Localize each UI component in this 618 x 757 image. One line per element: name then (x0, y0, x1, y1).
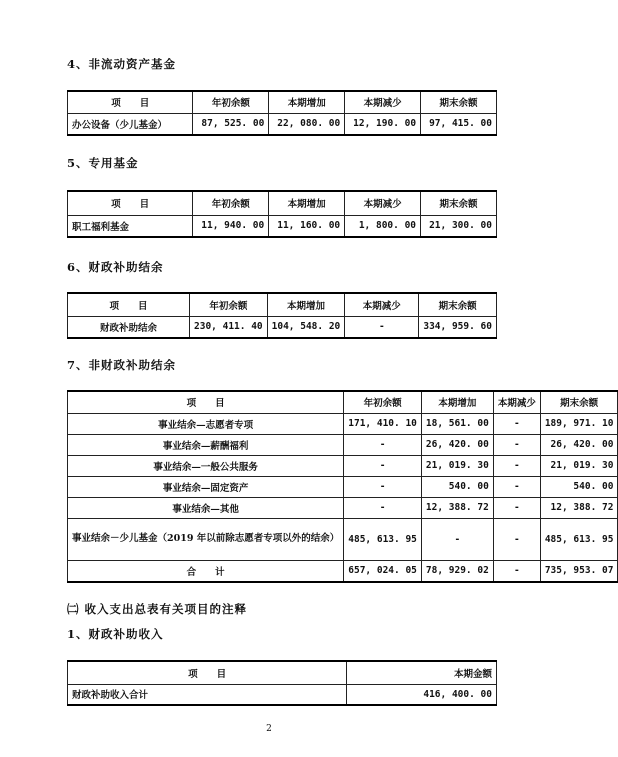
row-label: 事业结余—一般公共服务 (68, 455, 344, 476)
cell-value: 26, 420. 00 (421, 434, 493, 455)
row-label: 事业结余—固定资产 (68, 476, 344, 497)
table-row (68, 455, 618, 476)
table-non-current-asset-fund (67, 90, 497, 136)
cell-value: - (344, 476, 422, 497)
col-header: 年初余额 (193, 191, 269, 215)
cell-value: 12, 388. 72 (540, 497, 618, 518)
cell-value: 485, 613. 95 (540, 518, 618, 560)
cell-value: 11, 160. 00 (269, 215, 345, 237)
col-header: 本期金额 (347, 661, 497, 684)
col-header: 项 目 (68, 391, 344, 413)
table-row (68, 476, 618, 497)
table-fiscal-subsidy-surplus (67, 292, 497, 339)
col-header: 年初余额 (190, 293, 268, 316)
section-4-title: 4、非流动资产基金 (67, 57, 177, 71)
cell-value: 12, 190. 00 (345, 113, 421, 135)
col-header: 项 目 (68, 91, 193, 113)
cell-value: 230, 411. 40 (190, 316, 268, 338)
cell-value: 657, 024. 05 (344, 560, 422, 582)
cell-value: 97, 415. 00 (421, 113, 497, 135)
col-header: 本期增加 (269, 191, 345, 215)
col-header: 本期增加 (269, 91, 345, 113)
col-header: 期末余额 (419, 293, 497, 316)
table-row (68, 434, 618, 455)
col-header: 本期减少 (345, 91, 421, 113)
cell-value: 540. 00 (421, 476, 493, 497)
cell-value: - (344, 455, 422, 476)
col-header: 年初余额 (193, 91, 269, 113)
col-header: 本期增加 (267, 293, 345, 316)
cell-value: 540. 00 (540, 476, 618, 497)
row-label: 办公设备（少儿基金） (68, 113, 193, 135)
cell-value: 189, 971. 10 (540, 413, 618, 434)
cell-value: 334, 959. 60 (419, 316, 497, 338)
page-number: 2 (266, 724, 272, 734)
col-header: 年初余额 (344, 391, 422, 413)
cell-value: - (493, 413, 540, 434)
col-header: 项 目 (68, 661, 347, 684)
row-label: 合 计 (68, 560, 344, 582)
cell-value: 22, 080. 00 (269, 113, 345, 135)
col-header: 期末余额 (421, 191, 497, 215)
cell-value: 11, 940. 00 (193, 215, 269, 237)
table-non-fiscal-subsidy-surplus (67, 390, 618, 583)
cell-value: - (421, 518, 493, 560)
table-row (68, 215, 497, 237)
row-label: 事业结余—其他 (68, 497, 344, 518)
col-header: 本期增加 (421, 391, 493, 413)
cell-value: 104, 548. 20 (267, 316, 345, 338)
section-7-title: 7、非财政补助结余 (67, 358, 177, 372)
cell-value: 87, 525. 00 (193, 113, 269, 135)
cell-value: - (344, 434, 422, 455)
cell-value: 12, 388. 72 (421, 497, 493, 518)
cell-value: 78, 929. 02 (421, 560, 493, 582)
col-header: 项 目 (68, 191, 193, 215)
table-row (68, 497, 618, 518)
cell-value: 21, 300. 00 (421, 215, 497, 237)
row-label: 事业结余—薪酬福利 (68, 434, 344, 455)
row-label: 事业结余－少儿基金（2019 年以前除志愿者专项以外的结余） (68, 518, 344, 560)
cell-value: 1, 800. 00 (345, 215, 421, 237)
cell-value: 485, 613. 95 (344, 518, 422, 560)
cell-value: 21, 019. 30 (540, 455, 618, 476)
cell-value: - (493, 476, 540, 497)
col-header: 本期减少 (345, 293, 419, 316)
cell-value: - (493, 560, 540, 582)
table-row (68, 113, 497, 135)
col-header: 本期减少 (493, 391, 540, 413)
table-row-total (68, 560, 618, 582)
cell-value: - (493, 434, 540, 455)
cell-value: 416, 400. 00 (347, 684, 497, 705)
row-label: 事业结余—志愿者专项 (68, 413, 344, 434)
col-header: 期末余额 (421, 91, 497, 113)
col-header: 本期减少 (345, 191, 421, 215)
section-5-title: 5、专用基金 (67, 156, 139, 170)
table-row (68, 684, 497, 705)
cell-value: - (493, 518, 540, 560)
table-row (68, 413, 618, 434)
cell-value: 171, 410. 10 (344, 413, 422, 434)
col-header: 项 目 (68, 293, 190, 316)
cell-value: 735, 953. 07 (540, 560, 618, 582)
col-header: 期末余额 (540, 391, 618, 413)
cell-value: - (344, 497, 422, 518)
notes-subtitle: 1、财政补助收入 (67, 627, 164, 641)
cell-value: - (493, 497, 540, 518)
table-row (68, 518, 618, 560)
row-label: 财政补助收入合计 (68, 684, 347, 705)
notes-title: ㈡ 收入支出总表有关项目的注释 (67, 602, 248, 616)
table-row (68, 316, 497, 338)
cell-value: 26, 420. 00 (540, 434, 618, 455)
table-fiscal-income (67, 660, 497, 706)
table-special-fund (67, 190, 497, 238)
row-label: 财政补助结余 (68, 316, 190, 338)
cell-value: - (493, 455, 540, 476)
cell-value: 21, 019. 30 (421, 455, 493, 476)
cell-value: 18, 561. 00 (421, 413, 493, 434)
section-6-title: 6、财政补助结余 (67, 260, 164, 274)
row-label: 职工福利基金 (68, 215, 193, 237)
cell-value: - (345, 316, 419, 338)
